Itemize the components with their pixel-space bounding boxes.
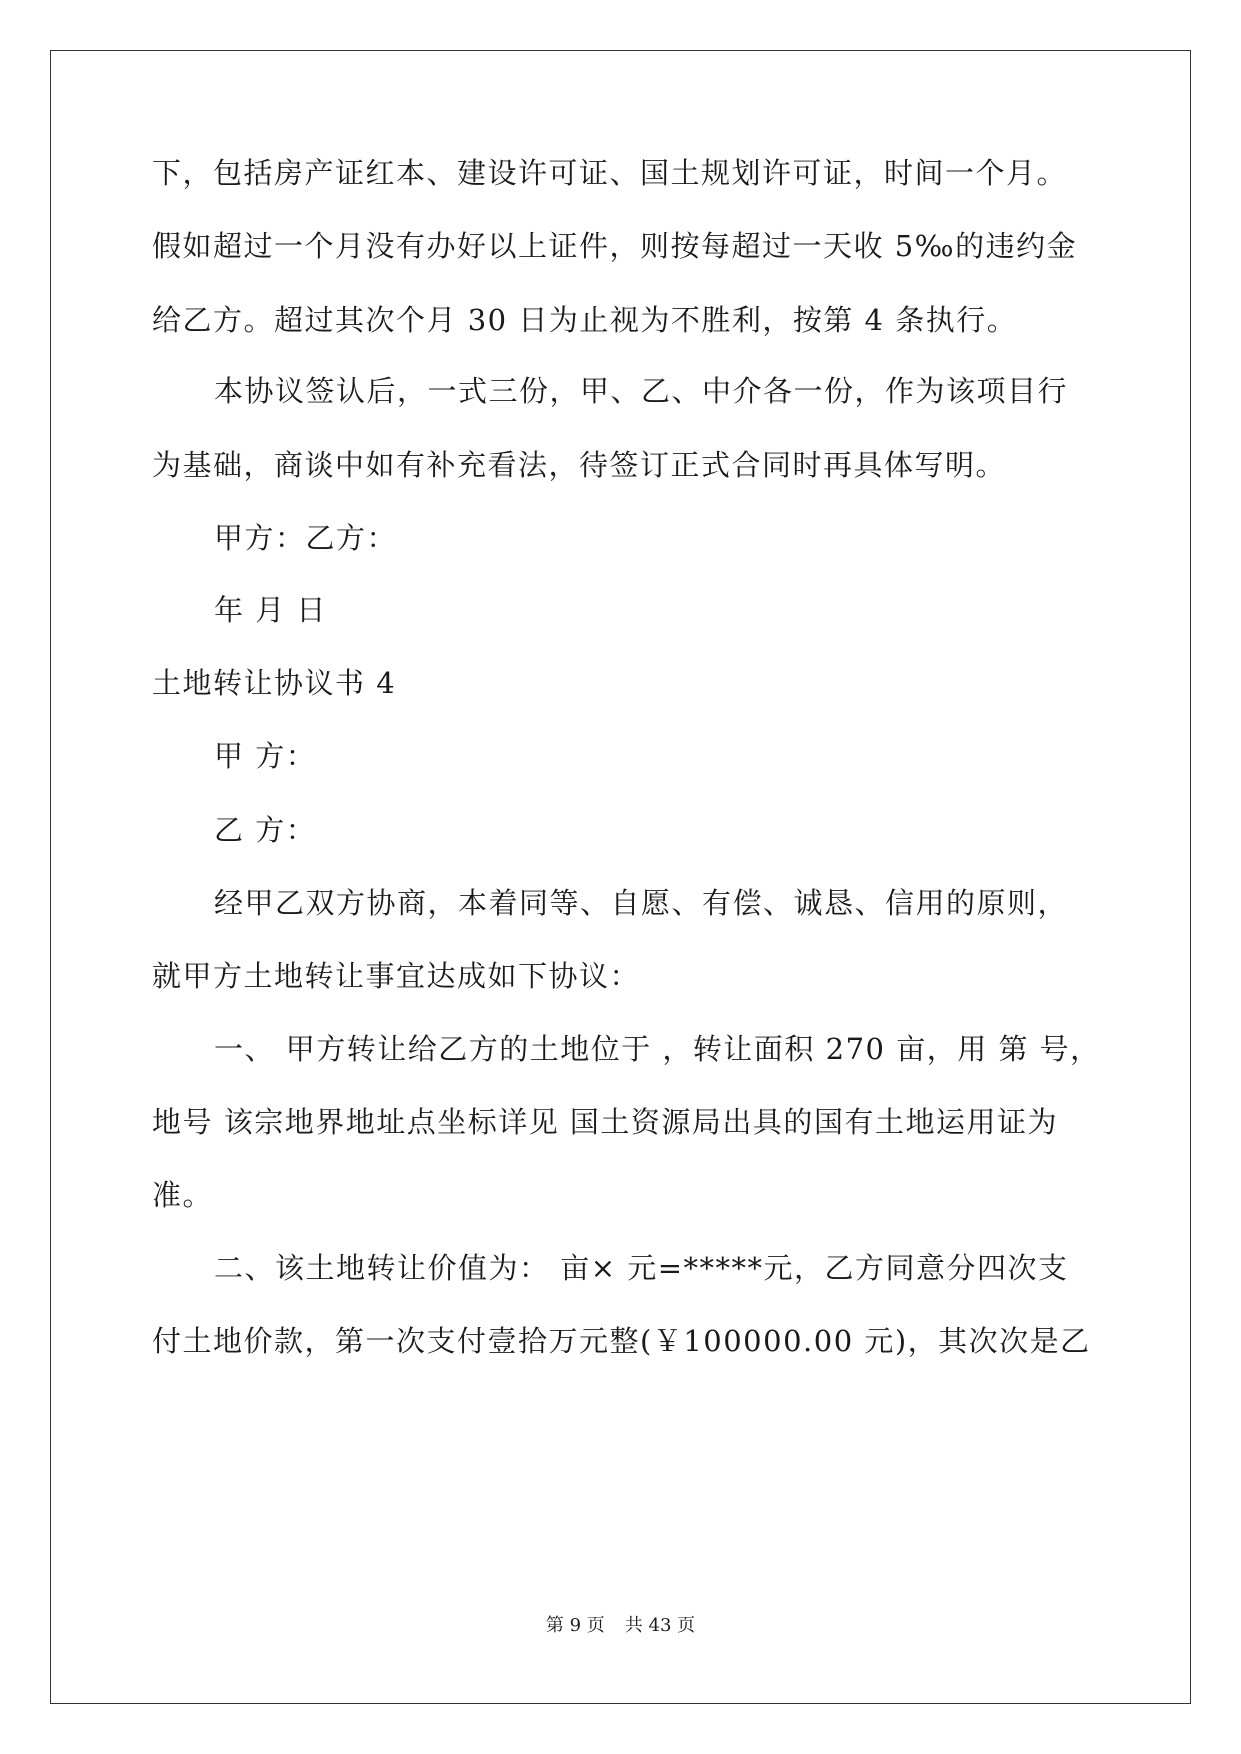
text-line: 付土地价款，第一次支付壹拾万元整(￥100000.00 元)，其次次是乙 bbox=[152, 1324, 1091, 1358]
page-number: 第 9 页 bbox=[545, 1615, 605, 1636]
text-line: 经甲乙双方协商，本着同等、自愿、有偿、诚恳、信用的原则， bbox=[214, 886, 1069, 920]
text-line: 地号 该宗地界地址点坐标详见 国土资源局出具的国有土地运用证为 bbox=[152, 1105, 1058, 1139]
section-title: 土地转让协议书 4 bbox=[152, 666, 397, 700]
clause-two: 二、该土地转让价值为： 亩× 元=*****元，乙方同意分四次支 bbox=[214, 1251, 1069, 1285]
text-line: 下，包括房产证红本、建设许可证、国土规划许可证，时间一个月。 bbox=[152, 156, 1068, 190]
text-line: 就甲方土地转让事宜达成如下协议： bbox=[152, 959, 641, 993]
signature-date: 年 月 日 bbox=[214, 593, 327, 627]
party-a: 甲 方： bbox=[214, 739, 317, 773]
party-b: 乙 方： bbox=[214, 813, 317, 847]
page-total: 共 43 页 bbox=[624, 1615, 696, 1636]
page-footer bbox=[0, 1614, 1241, 1638]
text-line: 为基础，商谈中如有补充看法，待签订正式合同时再具体写明。 bbox=[152, 448, 1007, 482]
text-line: 假如超过一个月没有办好以上证件，则按每超过一天收 5‰的违约金 bbox=[152, 229, 1078, 263]
signature-parties: 甲方：乙方： bbox=[214, 521, 398, 555]
text-line: 本协议签认后，一式三份，甲、乙、中介各一份，作为该项目行 bbox=[214, 374, 1069, 408]
text-line: 准。 bbox=[152, 1178, 214, 1212]
clause-one: 一、 甲方转让给乙方的土地位于 ，转让面积 270 亩，用 第 号， bbox=[214, 1032, 1101, 1066]
page-border bbox=[50, 50, 1191, 1704]
text-line: 给乙方。超过其次个月 30 日为止视为不胜利，按第 4 条执行。 bbox=[152, 303, 1018, 337]
